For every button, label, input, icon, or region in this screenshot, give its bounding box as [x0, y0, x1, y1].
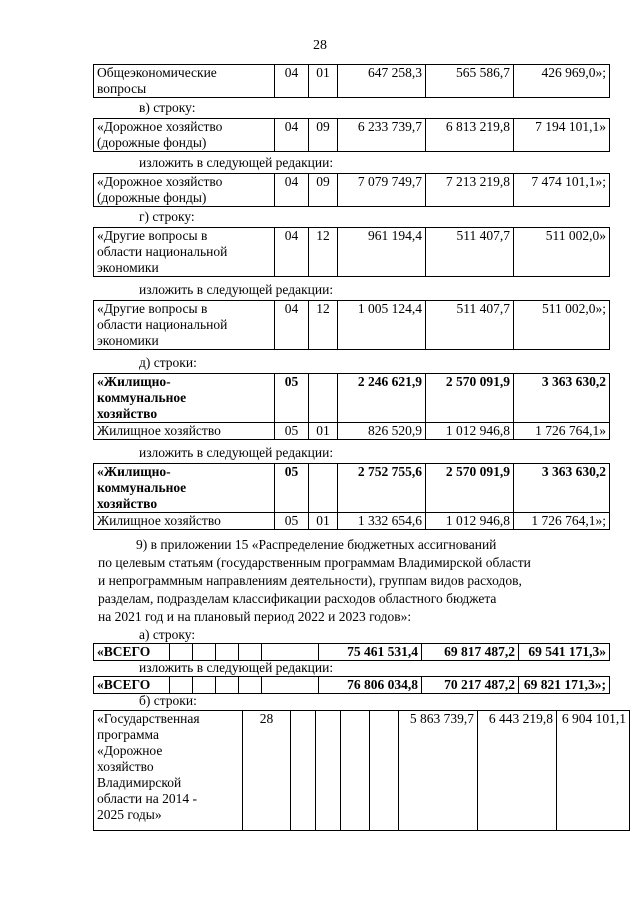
- empty-cell: [262, 644, 319, 661]
- section-code: 05: [275, 374, 309, 423]
- value-2021: 5 863 739,7: [399, 711, 478, 831]
- section-code: 04: [275, 174, 309, 207]
- value-2023: 69 541 171,3»: [519, 644, 610, 661]
- subsection-code: 12: [309, 228, 338, 277]
- table-row: [94, 644, 610, 661]
- empty-cell: [216, 644, 239, 661]
- empty-cell: [341, 711, 370, 831]
- empty-cell: [291, 711, 316, 831]
- table-other-econ-old: [93, 227, 609, 277]
- value-2022: 1 012 946,8: [426, 513, 514, 530]
- table-row: [94, 65, 610, 98]
- label-a: а) строку:: [139, 627, 196, 642]
- table-general-economic: [93, 64, 609, 98]
- table-housing-new: [93, 463, 609, 530]
- table-row: [94, 119, 610, 152]
- value-2023: 511 002,0»: [514, 228, 610, 277]
- paragraph-line: по целевым статьям (государственным программам Владимирской области: [98, 555, 531, 570]
- section-code: 04: [275, 301, 309, 350]
- subsection-code: 01: [309, 513, 338, 530]
- row-name: Общеэкономические вопросы: [94, 65, 275, 98]
- table-row: [94, 228, 610, 277]
- row-name: «Другие вопросы в области национальной экономики: [94, 301, 275, 350]
- subsection-code: [309, 464, 338, 513]
- value-2021: 76 806 034,8: [319, 677, 422, 694]
- value-2021: 961 194,4: [338, 228, 426, 277]
- value-2023: 69 821 171,3»;: [519, 677, 610, 694]
- row-name: Жилищное хозяйство: [94, 423, 275, 440]
- value-2022: 69 817 487,2: [422, 644, 519, 661]
- value-2023: 1 726 764,1»;: [514, 513, 610, 530]
- value-2022: 565 586,7: [426, 65, 514, 98]
- value-2021: 1 005 124,4: [338, 301, 426, 350]
- empty-cell: [170, 677, 193, 694]
- empty-cell: [170, 644, 193, 661]
- empty-cell: [239, 677, 262, 694]
- empty-cell: [262, 677, 319, 694]
- value-2023: 511 002,0»;: [514, 301, 610, 350]
- value-2023: 7 474 101,1»;: [514, 174, 610, 207]
- section-code: 05: [275, 513, 309, 530]
- value-2022: 7 213 219,8: [426, 174, 514, 207]
- paragraph-line: 9) в приложении 15 «Распределение бюджетных ассигнований: [136, 537, 497, 552]
- section-code: 04: [275, 228, 309, 277]
- table-other-econ-new: [93, 300, 609, 350]
- value-2021: 7 079 749,7: [338, 174, 426, 207]
- value-2023: 3 363 630,2: [514, 374, 610, 423]
- value-2022: 70 217 487,2: [422, 677, 519, 694]
- row-name: «ВСЕГО: [94, 644, 170, 661]
- value-2021: 6 233 739,7: [338, 119, 426, 152]
- value-2022: 1 012 946,8: [426, 423, 514, 440]
- empty-cell: [239, 644, 262, 661]
- row-name: «Государственная программа «Дорожное хозяйство Владимирской области на 2014 - 2025 годы»: [94, 711, 243, 831]
- table-row: [94, 301, 610, 350]
- row-name: «Дорожное хозяйство (дорожные фонды): [94, 174, 275, 207]
- subsection-code: 01: [309, 65, 338, 98]
- program-code: 28: [243, 711, 291, 831]
- paragraph-line: разделам, подразделам классификации расходов областного бюджета: [98, 591, 497, 606]
- table-total-new: [93, 676, 609, 694]
- subsection-code: 12: [309, 301, 338, 350]
- value-2023: 3 363 630,2: [514, 464, 610, 513]
- value-2022: 6 443 219,8: [478, 711, 557, 831]
- value-2023: 6 904 101,1: [557, 711, 630, 831]
- empty-cell: [316, 711, 341, 831]
- label-edit: изложить в следующей редакции:: [139, 660, 334, 675]
- paragraph-line: на 2021 год и на плановый период 2022 и 2023 годов»:: [98, 609, 412, 624]
- subsection-code: 09: [309, 119, 338, 152]
- table-roads-old: [93, 118, 609, 152]
- label-edit: изложить в следующей редакции:: [139, 155, 334, 170]
- label-v: в) строку:: [139, 100, 196, 115]
- table-row: [94, 677, 610, 694]
- page-number: 28: [313, 38, 327, 53]
- value-2022: 2 570 091,9: [426, 374, 514, 423]
- table-row: [94, 374, 610, 423]
- value-2023: 7 194 101,1»: [514, 119, 610, 152]
- empty-cell: [370, 711, 399, 831]
- value-2021: 2 246 621,9: [338, 374, 426, 423]
- value-2021: 1 332 654,6: [338, 513, 426, 530]
- section-code: 04: [275, 119, 309, 152]
- row-name: Жилищное хозяйство: [94, 513, 275, 530]
- table-row: [94, 513, 610, 530]
- table-total-old: [93, 643, 609, 661]
- section-code: 05: [275, 464, 309, 513]
- table-row: [94, 423, 610, 440]
- paragraph-appendix-15: [98, 536, 609, 626]
- section-code: 04: [275, 65, 309, 98]
- label-edit: изложить в следующей редакции:: [139, 445, 334, 460]
- value-2022: 2 570 091,9: [426, 464, 514, 513]
- row-name: «Другие вопросы в области национальной экономики: [94, 228, 275, 277]
- empty-cell: [193, 677, 216, 694]
- table-housing-old: [93, 373, 609, 440]
- row-name: «Дорожное хозяйство (дорожные фонды): [94, 119, 275, 152]
- value-2021: 647 258,3: [338, 65, 426, 98]
- value-2023: 426 969,0»;: [514, 65, 610, 98]
- value-2021: 75 461 531,4: [319, 644, 422, 661]
- label-d: д) строки:: [139, 355, 197, 370]
- subsection-code: 01: [309, 423, 338, 440]
- value-2023: 1 726 764,1»: [514, 423, 610, 440]
- value-2021: 2 752 755,6: [338, 464, 426, 513]
- table-row: [94, 464, 610, 513]
- empty-cell: [193, 644, 216, 661]
- value-2022: 511 407,7: [426, 301, 514, 350]
- row-name: «ВСЕГО: [94, 677, 170, 694]
- table-row: [94, 711, 630, 831]
- label-g: г) строку:: [139, 209, 195, 224]
- row-name: «Жилищно- коммунальное хозяйство: [94, 374, 275, 423]
- empty-cell: [216, 677, 239, 694]
- paragraph-line: и непрограммным направлениям деятельности), группам видов расходов,: [98, 573, 522, 588]
- label-edit: изложить в следующей редакции:: [139, 282, 334, 297]
- value-2021: 826 520,9: [338, 423, 426, 440]
- subsection-code: 09: [309, 174, 338, 207]
- value-2022: 6 813 219,8: [426, 119, 514, 152]
- section-code: 05: [275, 423, 309, 440]
- table-roads-program: [93, 710, 626, 831]
- table-roads-new: [93, 173, 609, 207]
- label-b: б) строки:: [139, 693, 197, 708]
- subsection-code: [309, 374, 338, 423]
- value-2022: 511 407,7: [426, 228, 514, 277]
- table-row: [94, 174, 610, 207]
- row-name: «Жилищно- коммунальное хозяйство: [94, 464, 275, 513]
